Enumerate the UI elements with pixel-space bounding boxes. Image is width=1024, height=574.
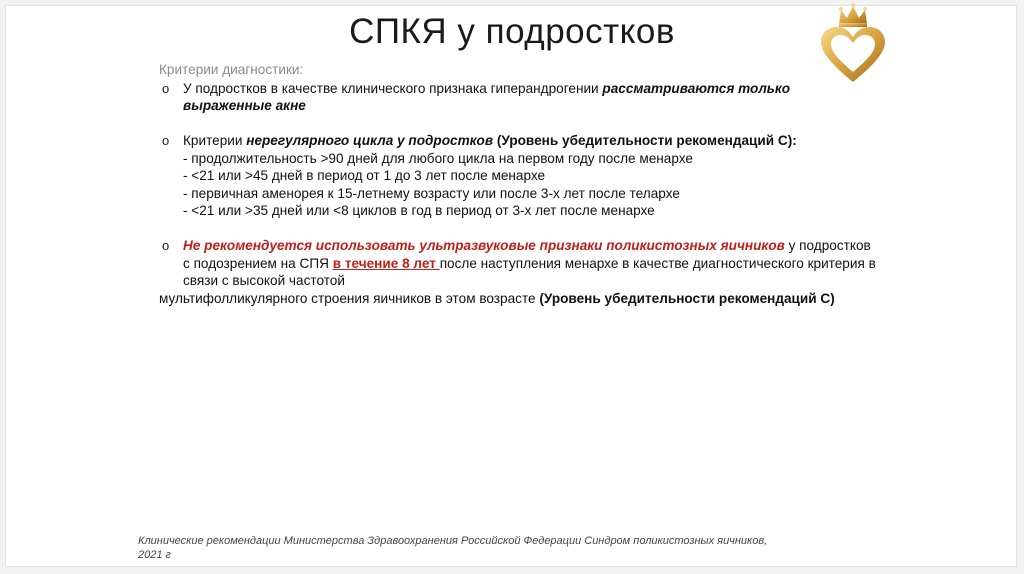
bullet-prefix: Критерии [183, 133, 247, 148]
bullet-text-c: мультифолликулярного строения яичников в этом возрасте [159, 290, 540, 306]
bullet-text-b: после наступления менархе в качестве диагностического критерия в связи с высокой частотой [183, 255, 876, 288]
bullet-text-a: у подростков с подозрением на СПЯ [183, 238, 871, 271]
page-title: СПКЯ у подростков [349, 12, 675, 51]
bullet-marker: o [162, 238, 170, 253]
bullet-suffix: (Уровень убедительности рекомендаций С): [493, 133, 797, 148]
bullet-marker: o [162, 133, 170, 148]
subheading: Критерии диагностики: [159, 62, 304, 77]
bullet-red-underline: в течение 8 лет [332, 255, 440, 271]
bullet-bold-tail: (Уровень убедительности рекомендаций С) [539, 290, 835, 306]
bullet-irregular-cycle [159, 132, 879, 220]
content-body [159, 61, 879, 307]
bullet-red-text: Не рекомендуется использовать ультразвуковые признаки поликистозных яичников [183, 238, 785, 253]
bullet-acne [159, 80, 879, 115]
bullet-text: У подростков в качестве клинического признака гиперандрогении [183, 80, 603, 96]
bullet-emphasis: рассматриваются только выраженные акне [183, 80, 791, 113]
bullet-emphasis: нерегулярного цикла у подростков [246, 133, 494, 148]
bullet-ultrasound [159, 237, 879, 307]
footer-citation: Клинические рекомендации Министерства Здравоохранения Российской Федерации Синдром поликистозных яичников, 2021 г [138, 535, 768, 561]
criteria-line: - <21 или >35 дней или <8 циклов в год в период от 3-х лет после менархе [183, 203, 655, 218]
criteria-line: - продолжительность >90 дней для любого цикла на первом году после менархе [183, 150, 693, 166]
criteria-line: - первичная аменорея к 15-летнему возрасту или после 3-х лет после телархе [183, 185, 680, 201]
bullet-continuation [159, 290, 879, 308]
slide [5, 5, 1017, 567]
criteria-line: - <21 или >45 дней в период от 1 до 3 лет после менархе [183, 168, 546, 183]
bullet-marker: o [162, 80, 170, 96]
